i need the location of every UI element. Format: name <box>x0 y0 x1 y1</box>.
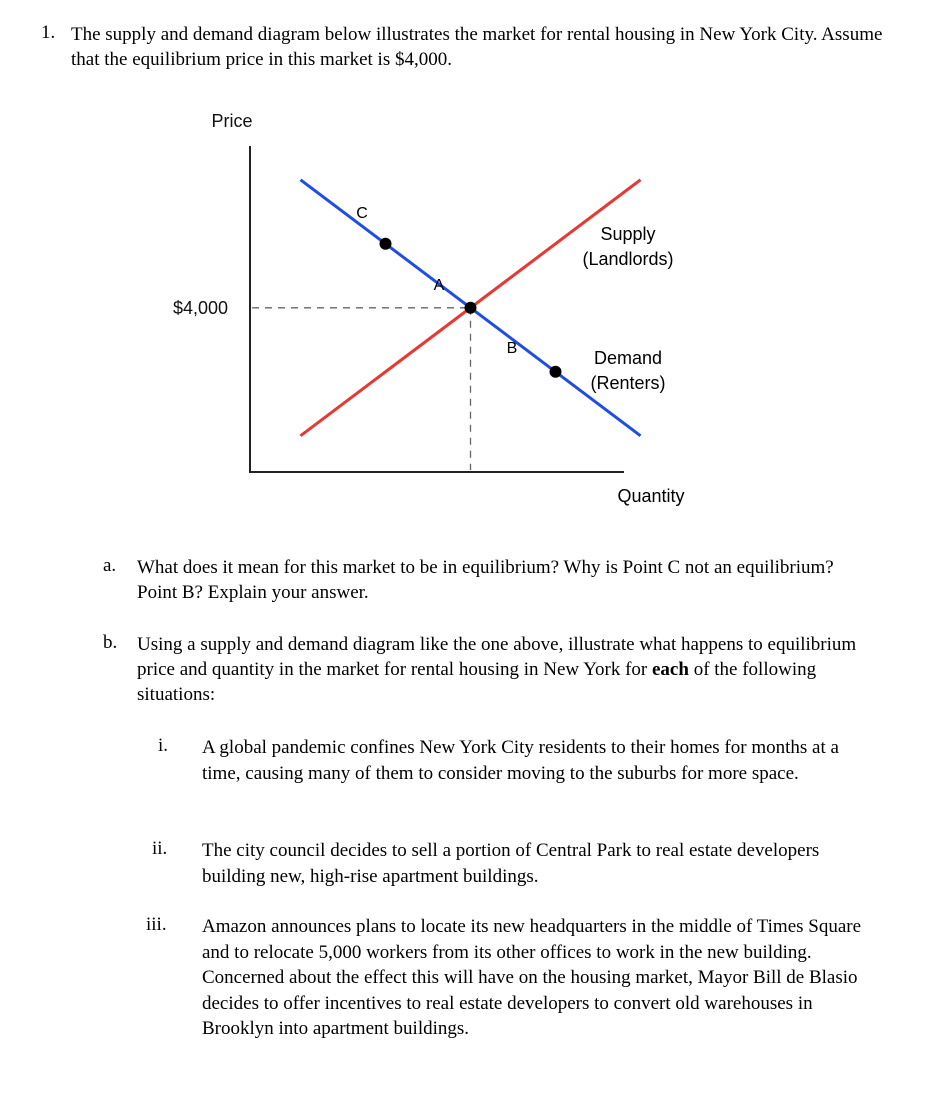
point-b-label: B <box>506 340 518 357</box>
supply-label: Supply <box>600 224 656 244</box>
demand-label: Demand <box>593 348 663 368</box>
x-axis-label: Quantity <box>617 486 685 506</box>
item-iii-text: Amazon announces plans to locate its new headquarters in the middle of Times Square and to relocate 5,000 workers from its other offices to work in the new building. Concerned about the effect this will have on the housing market, Mayor Bill de Blasio decides to offer incentives to real estate developers to convert old warehouses in Brooklyn into apartment buildings. <box>202 916 862 1039</box>
supply-sublabel: (Landlords) <box>582 249 674 269</box>
part-a-text: What does it mean for this market to be in equilibrium? Why is Point C not an equilibrium? Point B? Explain your answer. <box>137 557 834 603</box>
question-number: 1. <box>41 22 56 43</box>
y-axis-label: Price <box>211 111 253 131</box>
point-a-dot <box>465 302 477 314</box>
part-b-bold-each: each <box>652 659 689 680</box>
supply-demand-chart <box>0 0 946 540</box>
point-a-label: A <box>433 277 445 294</box>
question-text: The supply and demand diagram below illustrates the market for rental housing in New York City. Assume that the equilibrium price in this market is $4,000. <box>71 24 883 70</box>
point-c-label: C <box>356 205 368 222</box>
item-i-number: i. <box>158 735 169 756</box>
item-ii-text: The city council decides to sell a portion of Central Park to real estate developers building new, high-rise apartment buildings. <box>202 840 820 887</box>
demand-sublabel: (Renters) <box>590 373 666 393</box>
part-b-text: Using a supply and demand diagram like the one above, illustrate what happens to equilibrium price and quantity in the market for rental housing in New York for each of the following situations: <box>137 634 857 705</box>
part-b-letter: b. <box>103 632 118 653</box>
item-i-text: A global pandemic confines New York City residents to their homes for months at a time, causing many of them to consider moving to the suburbs for more space. <box>202 737 839 784</box>
point-c-dot <box>380 238 392 250</box>
point-b-dot <box>550 366 562 378</box>
item-ii-number: ii. <box>152 838 168 859</box>
price-tick-label: $4,000 <box>172 298 228 318</box>
item-iii-number: iii. <box>146 914 167 935</box>
part-a-letter: a. <box>103 555 117 576</box>
